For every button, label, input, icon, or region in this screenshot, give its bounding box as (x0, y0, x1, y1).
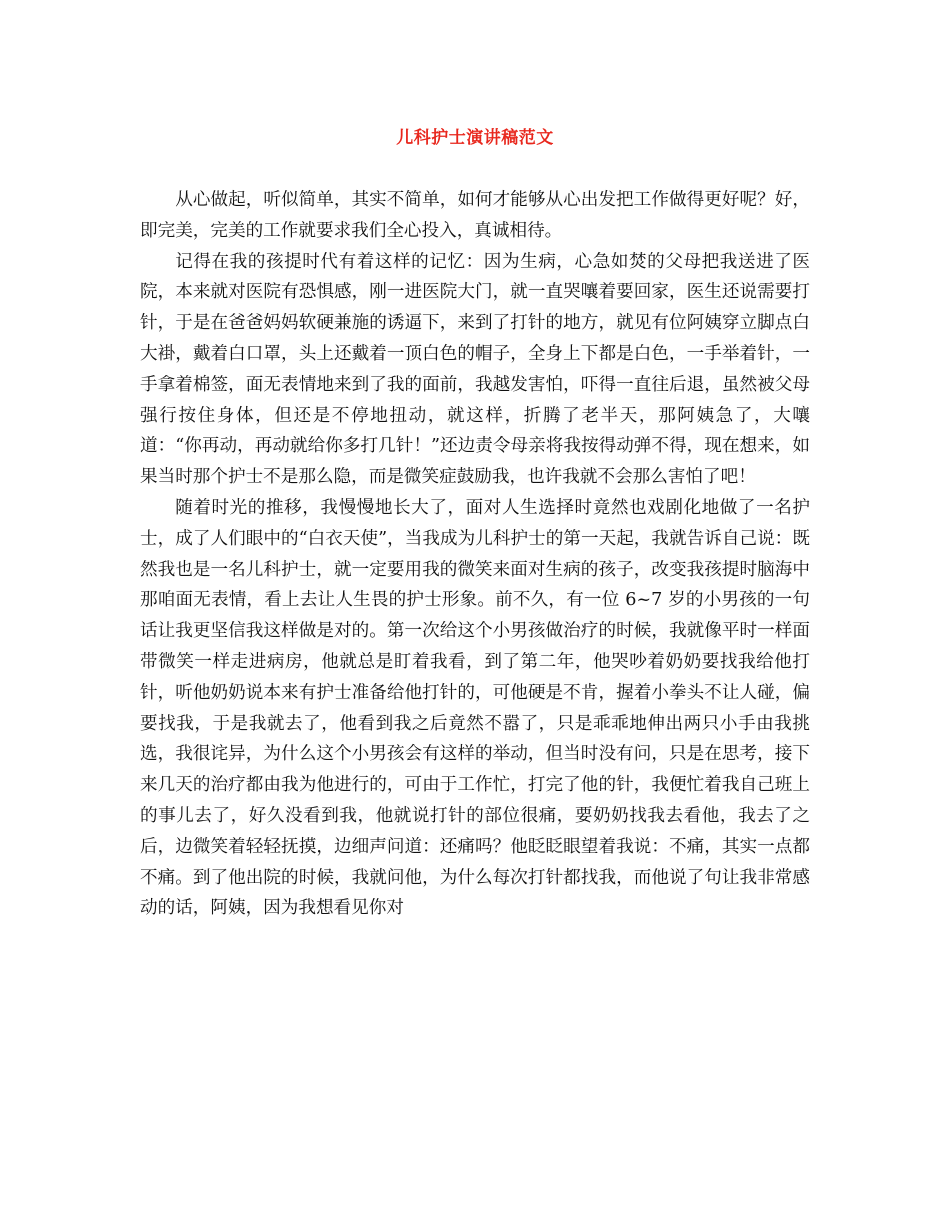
document-title: 儿科护士演讲稿范文 (396, 128, 554, 148)
paragraph-intro: 从心做起，听似简单，其实不简单，如何才能够从心出发把工作做得更好呢？好，即完美，完美的工作就要求我们全心投入，真诚相待。 (140, 190, 810, 241)
document-body (140, 185, 810, 924)
paragraph-becoming-nurse: 随着时光的推移，我慢慢地长大了，面对人生选择时竟然也戏剧化地做了一名护士，成了人们眼中的“白衣天使”，当我成为儿科护士的第一天起，我就告诉自己说：既然我也是一名儿科护士，就一定要用我的微笑来面对生病的孩子，改变我孩提时脑海中那咱面无表情，看上去让人生畏的护士形象。前不久，有一位 6~7 岁的小男孩的一句话让我更坚信我这样做是对的。第一次给这个小男孩做治疗的时候，我就像平时一样面带微笑一样走进病房，他就总是盯着我看，到了第二年，他哭吵着奶奶要找我给他打针，听他奶奶说本来有护士准备给他打针的，可他硬是不肯，握着小拳头不让人碰，偏要找我，于是我就去了，他看到我之后竟然不嚣了，只是乖乖地伸出两只小手由我挑选，我很诧异，为什么这个小男孩会有这样的举动，但当时没有问，只是在思考，接下来几天的治疗都由我为他进行的，可由于工作忙，打完了他的针，我便忙着我自己班上的事儿去了，好久没看到我，他就说打针的部位很痛，要奶奶找我去看他，我去了之后，边微笑着轻轻抚摸，边细声问道：还痛吗？他眨眨眼望着我说：不痛，其实一点都不痛。到了他出院的时候，我就问他，为什么每次打针都找我，而他说了句让我非常感动的话，阿姨，因为我想看见你对 (140, 497, 810, 919)
paragraph-childhood-memory: 记得在我的孩提时代有着这样的记忆：因为生病，心急如焚的父母把我送进了医院，本来就对医院有恐惧感，刚一进医院大门，就一直哭嚷着要回家，医生还说需要打针，于是在爸爸妈妈软硬兼施的诱逼下，来到了打针的地方，就见有位阿姨穿立脚点白大褂，戴着白口罩，头上还戴着一顶白色的帽子，全身上下都是白色，一手举着针，一手拿着棉签，面无表情地来到了我的面前，我越发害怕，吓得一直往后退，虽然被父母强行按住身体，但还是不停地扭动，就这样，折腾了老半天，那阿姨急了，大嚷道：“你再动，再动就给你多打几针！”还边责令母亲将我按得动弹不得，现在想来，如果当时那个护士不是那么隐，而是微笑症鼓励我，也许我就不会那么害怕了吧！ (140, 251, 810, 488)
